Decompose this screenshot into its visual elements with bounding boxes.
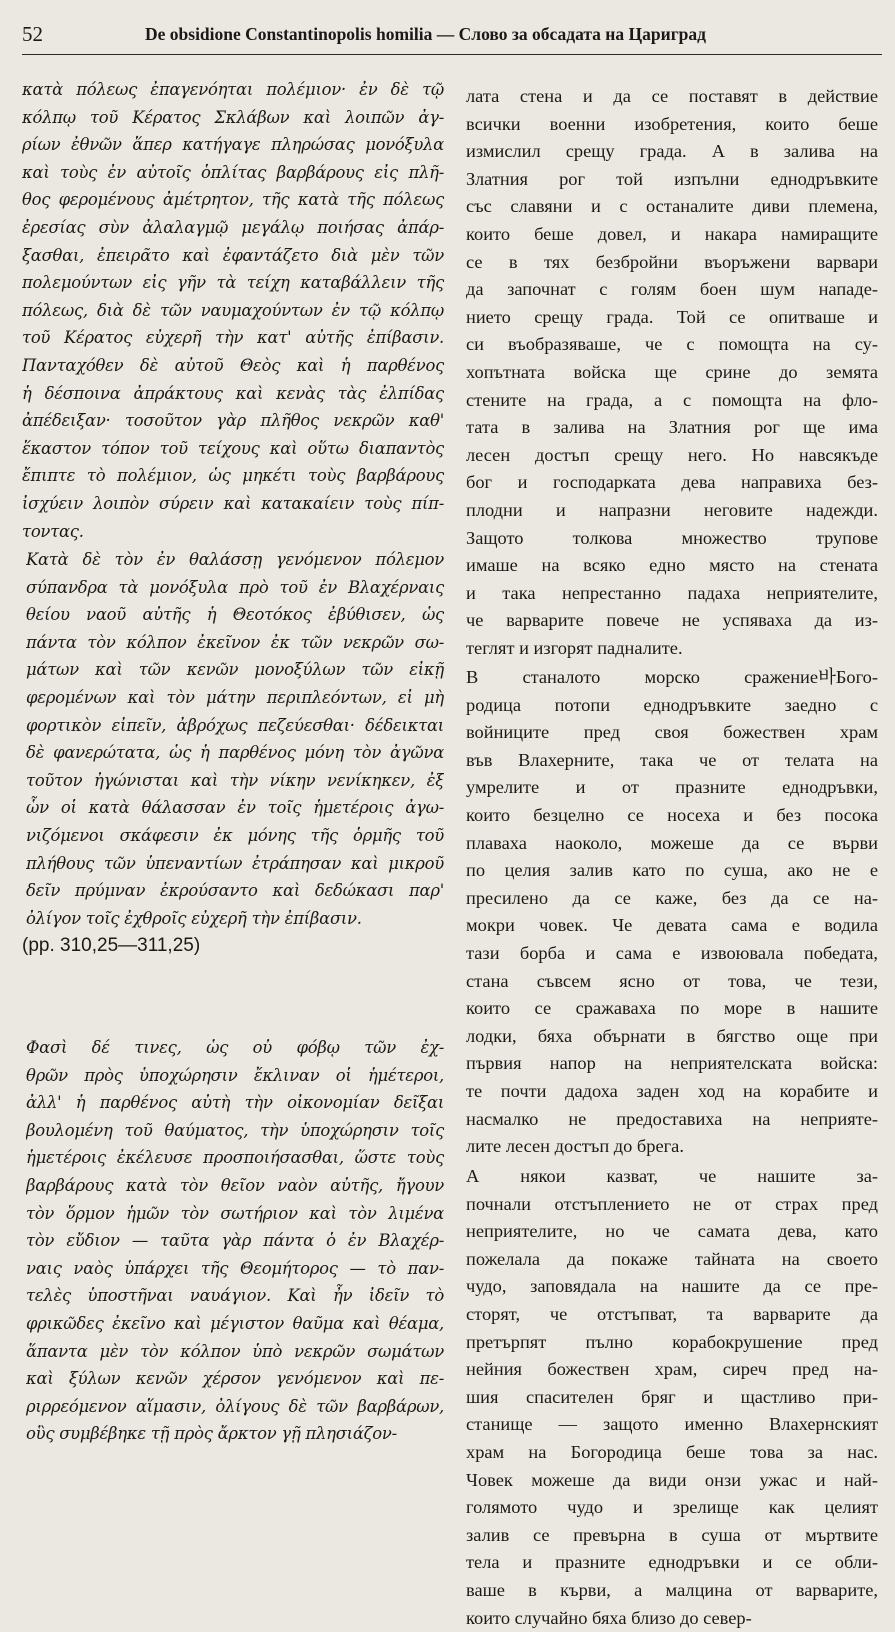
- text-line: ἡ δέσποινα ἀπράκτους καὶ κενὰς τὰς ἐλπίδας: [22, 380, 444, 408]
- text-line: ρίων ἐθνῶν ἅπερ κατήγαγε πληρώσας μονόξυλα: [22, 131, 444, 159]
- text-line: които се сражаваха по море в нашите: [466, 995, 878, 1023]
- text-line: φορτικὸν εἰπεῖν, ἀβρόχως πεζεύεσθαι· δέδεικται: [26, 712, 444, 740]
- text-line: си въобразяваше, че с помощта на су-: [466, 331, 878, 359]
- text-line: пресилено да се каже, без да се на-: [466, 885, 878, 913]
- text-line: ἔπιπτε τὸ πολέμιον, ὡς μηκέτι τοὺς βαρβάρους: [22, 462, 444, 490]
- text-line: пожелала да покаже тайната на своето: [466, 1246, 878, 1274]
- text-line: ἀλλ' ἡ παρθένος αὐτὴ τὴν οἰκονομίαν δεῖξαι: [26, 1089, 444, 1117]
- text-line: стените на града, а с помощта на фло-: [466, 387, 878, 415]
- text-line: τὸν ὅρμον ἡμῶν τὸν σωτήριον καὶ τὸν λιμένα: [26, 1200, 444, 1228]
- bulgarian-paragraph-2: [466, 664, 878, 1161]
- text-line: τοῦ Κέρατος εὐχερῆ τὴν κατ' αὐτῆς ἐπίβασιν.: [22, 324, 444, 352]
- text-line: които безцелно се носеха и без посока: [466, 802, 878, 830]
- text-line: стана съвсем ясно от това, че тези,: [466, 968, 878, 996]
- text-line: измислил срещу града. А в залива на: [466, 138, 878, 166]
- text-line: Φασὶ δέ τινες, ὡς οὐ φόβῳ τῶν ἐχ-: [26, 1034, 444, 1062]
- text-line: τὸν εὔδιον — ταῦτα γὰρ πάντα ὁ ἐν Βλαχέρ-: [26, 1227, 444, 1255]
- text-line: които случайно бяха близо до север-: [466, 1605, 878, 1632]
- text-line: ἐρεσίας σὺν ἀλαλαγμῷ μεγάλῳ ποιήσας ἀπάρ-: [22, 214, 444, 242]
- text-line: τοντας.: [22, 518, 444, 546]
- text-line: φερομένων καὶ τὸν μάτην περιπλεόντων, εἰ μὴ: [26, 684, 444, 712]
- greek-paragraph-1: [22, 76, 444, 545]
- text-line: претърпят пълно корабокрушение пред: [466, 1329, 878, 1357]
- text-line: θείου ναοῦ αὐτῆς ἡ Θεοτόκος ἐβύθισεν, ὡς: [26, 601, 444, 629]
- text-line: чудо, заповядала на нашите да се пре-: [466, 1273, 878, 1301]
- text-line: бог и господарката дева направиха без-: [466, 469, 878, 497]
- bulgarian-paragraph-1: [466, 83, 878, 662]
- text-line: ἕκαστον τόπον τοῦ τείχους καὶ οὕτω διαπαντὸς: [22, 435, 444, 463]
- text-line: δεῖν πρύμναν ἐκρούσαντο καὶ δεδώκασι παρ': [26, 877, 444, 905]
- text-line: лесен достъп срещу него. Но навсякъде: [466, 442, 878, 470]
- text-line: имаше на всяко едно място на стената: [466, 552, 878, 580]
- text-line: πάντα τὸν κόλπον ἐκεῖνον ἐκ τῶν νεκρῶν σω-: [26, 629, 444, 657]
- text-line: καὶ τοὺς ἐν αὐτοῖς ὁπλίτας βαρβάρους εἰς πλῆ-: [22, 159, 444, 187]
- text-line: първия напор на неприятелската войска:: [466, 1050, 878, 1078]
- text-line: във Влахерните, така че от телата на: [466, 747, 878, 775]
- page-header: [22, 22, 882, 58]
- text-line: δὲ φανερώτατα, ὡς ἡ παρθένος μόνη τὸν ἀγῶνα: [26, 739, 444, 767]
- text-line: καὶ ξύλων κενῶν χέρσον γενόμενον καὶ πε-: [26, 1365, 444, 1393]
- text-line: тази борба и сама е извоювала победата,: [466, 940, 878, 968]
- text-line: неприятелите, но че самата дева, като: [466, 1218, 878, 1246]
- text-line: ἀπέδειξαν· τοσοῦτον γὰρ πλῆθος νεκρῶν καθ': [22, 407, 444, 435]
- text-line: σύπανδρα τὰ μονόξυλα πρὸ τοῦ ἐν Βλαχέρναις: [26, 574, 444, 602]
- greek-paragraph-2: [22, 546, 444, 932]
- text-line: νιζόμενοι σκάφεσιν ἐκ μόνης τῆς ὁρμῆς τοῦ: [26, 822, 444, 850]
- text-line: нейния божествен храм, сиреч пред на-: [466, 1356, 878, 1384]
- greek-paragraph-3: [22, 1034, 444, 1448]
- text-line: войниците пред своя божествен храм: [466, 719, 878, 747]
- text-line: ὀλίγον τοῖς ἐχθροῖς εὐχερῆ τὴν ἐπίβασιν.: [26, 905, 444, 933]
- text-line: ἅπαντα μὲν τὸν κόλπον ὑπὸ νεκρῶν σωμάτων: [26, 1338, 444, 1366]
- text-line: лата стена и да се поставят в действие: [466, 83, 878, 111]
- text-line: умрелите и от празните еднодръвки,: [466, 774, 878, 802]
- text-line: Κατὰ δὲ τὸν ἐν θαλάσσῃ γενόμενον πόλεμον: [26, 546, 444, 574]
- text-line: теглят и изгорят падналите.: [466, 635, 878, 663]
- text-line: да започнат с голям боен шум нападе-: [466, 276, 878, 304]
- text-line: насмалко не предоставиха на неприяте-: [466, 1106, 878, 1134]
- text-line: ξασθαι, ἐπειρᾶτο καὶ ἐφαντάζετο διὰ μὲν τῶν: [22, 242, 444, 270]
- text-line: нието срещу града. Той се опитваше и: [466, 304, 878, 332]
- text-line: Защото толкова множество трупове: [466, 525, 878, 553]
- text-line: πολεμούντων εἰς γῆν τὰ τείχη καταβάλλειν τῆς: [22, 269, 444, 297]
- text-line: ριρρεόμενον αἵμασιν, ὀλίγους δὲ τῶν βαρβάρων,: [26, 1393, 444, 1421]
- header-rule: [22, 54, 882, 55]
- text-line: Човек можеше да види онзи ужас и най-: [466, 1467, 878, 1495]
- page-number: 52: [22, 22, 43, 47]
- text-line: родица потопи еднодръвките заедно с: [466, 692, 878, 720]
- text-line: и така непрестанно падаха неприятелите,: [466, 580, 878, 608]
- text-line: βουλομένη τοῦ θαύματος, τὴν ὑποχώρησιν τοῖς: [26, 1117, 444, 1145]
- text-line: θος φερομένους ἀμέτρητον, τῆς κατὰ τῆς πόλεως: [22, 186, 444, 214]
- text-line: ἰσχύειν λοιπὸν σύρειν καὶ κατακαίειν τοὺς πίπ-: [22, 490, 444, 518]
- text-line: плаваха наоколо, можеше да се върви: [466, 830, 878, 858]
- running-title: De obsidione Constantinopolis homilia — Слово за обсадата на Цариград: [145, 24, 706, 45]
- text-line: οὓς συμβέβηκε τῇ πρὸς ἄρκτον γῇ πλησιάζον-: [26, 1420, 444, 1448]
- text-line: лите лесен достъп до брега.: [466, 1133, 878, 1161]
- text-line: тата в залива на Златния рог ще има: [466, 414, 878, 442]
- text-line: ἡμετέροις ἐκέλευσε προσποιήσασθαι, ὥστε τοὺς: [26, 1144, 444, 1172]
- text-line: станище — защото именно Влахернският: [466, 1411, 878, 1439]
- text-line: φρικῶδες ἐκεῖνο καὶ μέγιστον θαῦμα καὶ θέαμα,: [26, 1310, 444, 1338]
- text-line: κόλπῳ τοῦ Κέρατος Σκλάβων καὶ λοιπῶν ἀγ-: [22, 104, 444, 132]
- text-line: хопътната войска ще срине до земята: [466, 359, 878, 387]
- text-line: Πανταχόθεν δὲ αὐτοῦ Θεὸς καὶ ἡ παρθένος: [22, 352, 444, 380]
- text-line: всички военни изобретения, които беше: [466, 111, 878, 139]
- text-line: мокри човек. Че девата сама е водила: [466, 912, 878, 940]
- text-line: почнали отстъплението не от страх пред: [466, 1191, 878, 1219]
- text-line: τελὲς ὑποστῆναι ναυάγιον. Καὶ ἦν ἰδεῖν τὸ: [26, 1282, 444, 1310]
- source-reference: (pp. 310,25—311,25): [22, 932, 200, 960]
- text-line: θρῶν πρὸς ὑποχώρησιν ἔκλιναν οἱ ἡμέτεροι,: [26, 1062, 444, 1090]
- text-line: πόλεως, διὰ δὲ τῶν ναυμαχούντων ἐν τῷ κόλπῳ: [22, 297, 444, 325]
- text-line: по целия залив като по суша, ако не е: [466, 857, 878, 885]
- text-line: залив се превърна в суша от мъртвите: [466, 1522, 878, 1550]
- text-line: μάτων καὶ τῶν κενῶν μονοξύλων τῶν εἰκῇ: [26, 656, 444, 684]
- text-line: ваше в кърви, а малцина от варварите,: [466, 1577, 878, 1605]
- text-line: сторят, че отстъпват, та варварите да: [466, 1301, 878, 1329]
- text-line: голямото чудо и зрелище как целият: [466, 1494, 878, 1522]
- text-line: със славяни и с останалите диви племена,: [466, 193, 878, 221]
- bulgarian-paragraph-3: [466, 1163, 878, 1632]
- text-line: А някои казват, че нашите за-: [466, 1163, 878, 1191]
- text-line: ναις ναὸς ὑπάρχει τῆς Θεομήτορος — τὸ παν-: [26, 1255, 444, 1283]
- text-line: храм на Богородица беше това за нас.: [466, 1439, 878, 1467]
- text-line: κατὰ πόλεως ἐπαγενόηται πολέμιον· ἐν δὲ τῷ: [22, 76, 444, 104]
- text-line: В станалото морско сражение바Бого-: [466, 664, 878, 692]
- text-line: плодни и напразни неговите надежди.: [466, 497, 878, 525]
- text-line: тела и празните еднодръвки и се обли-: [466, 1549, 878, 1577]
- text-line: τοῦτον ἠγώνισται καὶ τὴν νίκην νενίκηκεν, ἐξ: [26, 767, 444, 795]
- text-line: лодки, бяха обърнати в бягство още при: [466, 1023, 878, 1051]
- text-line: се в тях безбройни въоръжени варвари: [466, 249, 878, 277]
- text-line: шия спасителен бряг и щастливо при-: [466, 1384, 878, 1412]
- text-line: които беше довел, и накара намиращите: [466, 221, 878, 249]
- text-line: те почти дадоха заден ход на корабите и: [466, 1078, 878, 1106]
- text-line: ὧν οἱ κατὰ θάλασσαν ἐν τοῖς ἡμετέροις ἀγω-: [26, 794, 444, 822]
- text-line: πλήθους τῶν ὑπεναντίων ἐτράπησαν καὶ μικροῦ: [26, 850, 444, 878]
- text-line: βαρβάρους κατὰ τὸν θεῖον ναὸν αὐτῆς, ἤγουν: [26, 1172, 444, 1200]
- text-line: че варварите повече не успяваха да из-: [466, 607, 878, 635]
- text-line: Златния рог той изпълни еднодръвките: [466, 166, 878, 194]
